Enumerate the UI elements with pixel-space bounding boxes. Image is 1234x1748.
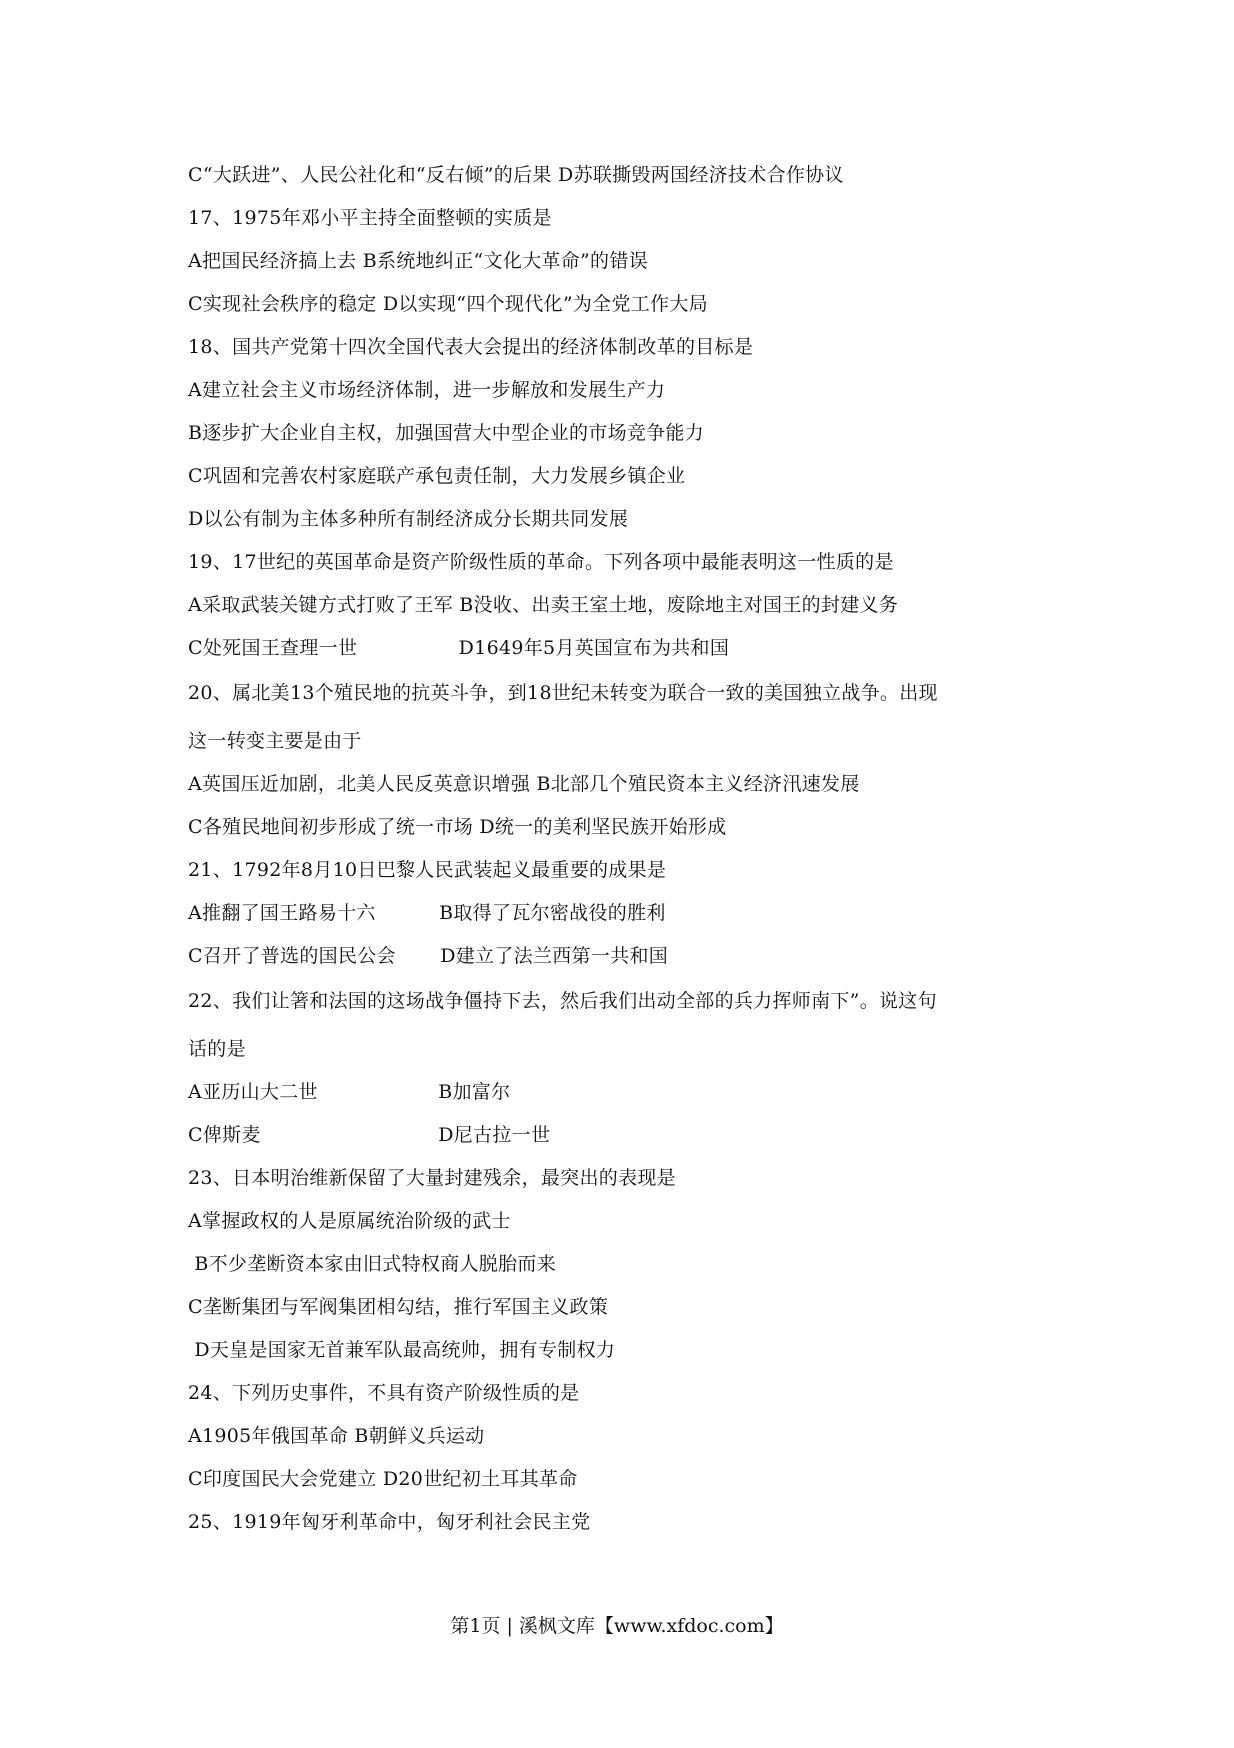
text-line: C印度国民大会党建立 D20世纪初土耳其革命	[188, 1468, 578, 1490]
text-line: 21、1792年8月10日巴黎人民武装起义最重要的成果是	[188, 859, 667, 881]
text-line: 20、属北美13个殖民地的抗英斗争，到18世纪未转变为联合一致的美国独立战争。出现	[188, 682, 938, 704]
text-line: C“大跃进”、人民公社化和“反右倾”的后果 D苏联撕毁两国经济技术合作协议	[188, 164, 844, 186]
page-footer: 第1页 | 溪枫文库【www.xfdoc.com】	[450, 1615, 784, 1637]
text-line: C垄断集团与军阀集团相勾结，推行军国主义政策	[188, 1296, 609, 1318]
text-line: D以公有制为主体多种所有制经济成分长期共同发展	[188, 508, 629, 530]
text-line: A英国压近加剧，北美人民反英意识增强 B北部几个殖民资本主义经济汛速发展	[188, 773, 860, 795]
text-line: B不少垄断资本家由旧式特权商人脱胎而来	[188, 1253, 557, 1275]
text-line: A采取武装关键方式打败了王军 B没收、出卖王室土地，废除地主对国王的封建义务	[188, 594, 899, 616]
text-line: 19、17世纪的英国革命是资产阶级性质的革命。下列各项中最能表明这一性质的是	[188, 551, 894, 573]
text-line: 23、日本明治维新保留了大量封建残余，最突出的表现是	[188, 1167, 676, 1189]
text-line: A把国民经济搞上去 B系统地纠正“文化大革命”的错误	[188, 250, 648, 272]
text-line: 话的是	[188, 1038, 246, 1060]
text-line: A建立社会主义市场经济体制，进一步解放和发展生产力	[188, 379, 666, 401]
text-line: 18、国共产党第十四次全国代表大会提出的经济体制改革的目标是	[188, 336, 754, 358]
text-line: C处死国王查理一世 D1649年5月英国宣布为共和国	[188, 637, 730, 659]
text-line: C实现社会秩序的稳定 D以实现“四个现代化”为全党工作大局	[188, 293, 708, 315]
text-line: A亚历山大二世 B加富尔	[188, 1081, 511, 1103]
text-line: A1905年俄国革命 B朝鲜义兵运动	[188, 1425, 485, 1447]
text-line: D天皇是国家无首兼军队最高统帅，拥有专制权力	[188, 1339, 616, 1361]
text-line: C巩固和完善农村家庭联产承包责任制，大力发展乡镇企业	[188, 465, 686, 487]
text-line: 22、我们让箸和法国的这场战争僵持下去，然后我们出动全部的兵力挥师南下”。说这句	[188, 990, 937, 1012]
text-line: A掌握政权的人是原属统治阶级的武士	[188, 1210, 511, 1232]
text-line: 这一转变主要是由于	[188, 730, 362, 752]
text-line: B逐步扩大企业自主权，加强国营大中型企业的市场竞争能力	[188, 422, 705, 444]
text-line: 24、下列历史事件，不具有资产阶级性质的是	[188, 1382, 580, 1404]
text-line: A推翻了国王路易十六 B取得了瓦尔密战役的胜利	[188, 902, 666, 924]
text-line: C各殖民地间初步形成了统一市场 D统一的美利坚民族开始形成	[188, 816, 727, 838]
text-line: 17、1975年邓小平主持全面整顿的实质是	[188, 207, 552, 229]
text-line: 25、1919年匈牙利革命中，匈牙利社会民主党	[188, 1511, 591, 1533]
text-line: C召开了普选的国民公会 D建立了法兰西第一共和国	[188, 945, 669, 967]
text-line: C俾斯麦 D尼古拉一世	[188, 1124, 551, 1146]
